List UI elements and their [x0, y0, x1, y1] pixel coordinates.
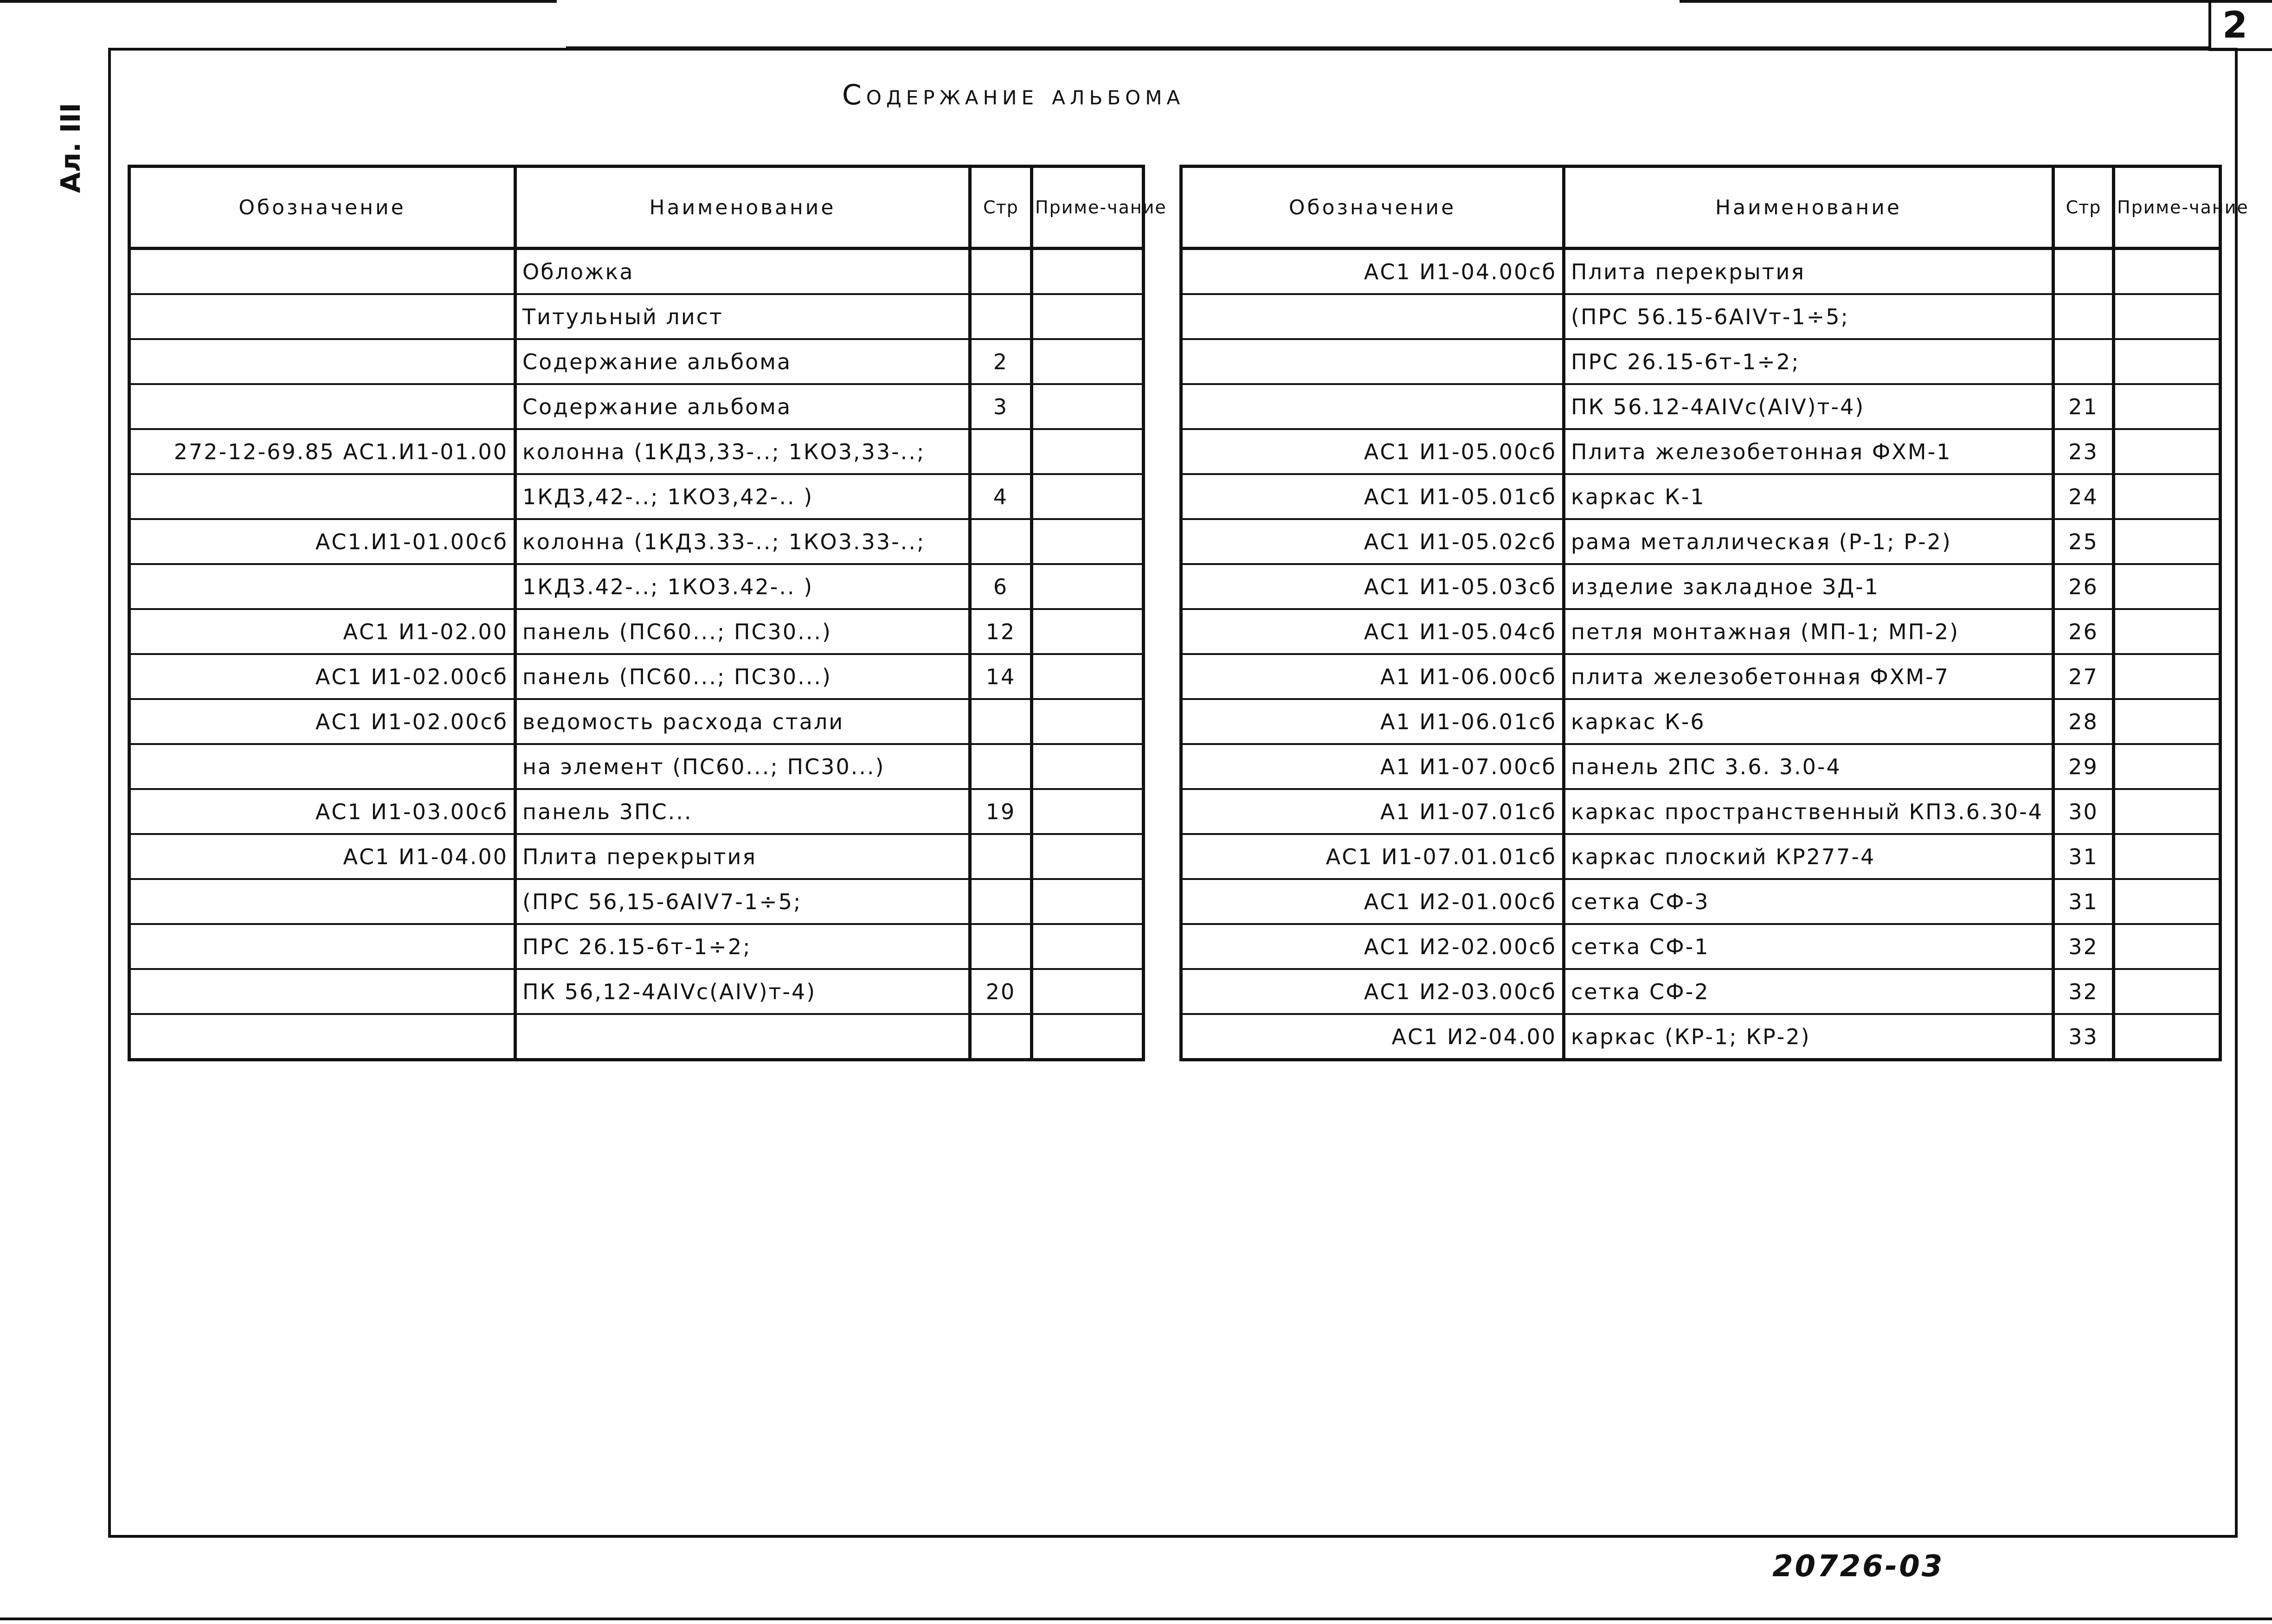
note-cell	[1032, 744, 1144, 789]
table-row	[129, 519, 1144, 564]
table-row	[129, 564, 1144, 609]
page-cell: 6	[970, 564, 1032, 609]
page-cell: 27	[2053, 654, 2114, 699]
page-cell: 3	[970, 384, 1032, 429]
name-cell: (ПРС 56,15-6АIV7-1÷5;	[515, 879, 970, 924]
note-cell	[2114, 879, 2221, 924]
table-row	[1181, 564, 2221, 609]
designation-cell: АС1 И1-02.00сб	[129, 654, 515, 699]
table-row	[129, 744, 1144, 789]
note-cell	[1032, 519, 1144, 564]
page-cell: 2	[970, 339, 1032, 384]
top-edge-line-left	[0, 0, 557, 3]
page-cell: 30	[2053, 789, 2114, 834]
table-row	[1181, 654, 2221, 699]
designation-cell	[1181, 339, 1564, 384]
col-header-designation: Обозначение	[129, 167, 515, 249]
note-cell	[1032, 339, 1144, 384]
name-cell: колонна (1КД3.33-..; 1КО3.33-..;	[515, 519, 970, 564]
page-cell: 4	[970, 474, 1032, 519]
page-cell: 31	[2053, 834, 2114, 879]
table-row	[129, 924, 1144, 969]
name-cell: ПРС 26.15-6т-1÷2;	[515, 924, 970, 969]
note-cell	[2114, 474, 2221, 519]
name-cell: колонна (1КД3,33-..; 1КО3,33-..;	[515, 429, 970, 474]
album-side-label: Ал. III	[55, 103, 87, 193]
designation-cell: АС1 И1-05.00сб	[1181, 429, 1564, 474]
table-row	[1181, 924, 2221, 969]
designation-cell	[129, 924, 515, 969]
designation-cell	[129, 969, 515, 1014]
col-header-name: Наименование	[1564, 167, 2053, 249]
name-cell	[515, 1014, 970, 1060]
designation-cell: АС1 И1-05.01сб	[1181, 474, 1564, 519]
table-row	[129, 969, 1144, 1014]
name-cell: петля монтажная (МП-1; МП-2)	[1564, 609, 2053, 654]
designation-cell	[129, 744, 515, 789]
note-cell	[2114, 249, 2221, 295]
name-cell: Обложка	[515, 249, 970, 295]
note-cell	[2114, 654, 2221, 699]
name-cell: Плита перекрытия	[1564, 249, 2053, 295]
note-cell	[2114, 564, 2221, 609]
page-cell: 26	[2053, 564, 2114, 609]
table-row	[1181, 834, 2221, 879]
page-cell	[970, 879, 1032, 924]
designation-cell	[129, 339, 515, 384]
designation-cell	[1181, 294, 1564, 339]
table-header-row	[1181, 167, 2221, 249]
designation-cell: АС1 И1-02.00сб	[129, 699, 515, 744]
page-cell: 26	[2053, 609, 2114, 654]
name-cell: сетка СФ-3	[1564, 879, 2053, 924]
table-row	[1181, 339, 2221, 384]
table-row	[129, 834, 1144, 879]
page-cell: 19	[970, 789, 1032, 834]
note-cell	[2114, 339, 2221, 384]
designation-cell: АС1 И1-07.01.01сб	[1181, 834, 1564, 879]
page-cell: 25	[2053, 519, 2114, 564]
page-cell	[970, 744, 1032, 789]
page-cell: 32	[2053, 924, 2114, 969]
page-cell	[970, 924, 1032, 969]
table-row	[129, 654, 1144, 699]
page-cell: 33	[2053, 1014, 2114, 1060]
name-cell: Содержание альбома	[515, 384, 970, 429]
note-cell	[1032, 1014, 1144, 1060]
name-cell: Титульный лист	[515, 294, 970, 339]
table-row	[1181, 294, 2221, 339]
note-cell	[1032, 924, 1144, 969]
page-title	[842, 79, 1184, 111]
page-cell	[970, 519, 1032, 564]
name-cell: панель 2ПС 3.6. 3.0-4	[1564, 744, 2053, 789]
page-cell	[970, 294, 1032, 339]
designation-cell	[129, 474, 515, 519]
name-cell: (ПРС 56.15-6АIVт-1÷5;	[1564, 294, 2053, 339]
designation-cell	[129, 384, 515, 429]
table-row	[1181, 429, 2221, 474]
note-cell	[2114, 1014, 2221, 1060]
note-cell	[1032, 654, 1144, 699]
name-cell: каркас К-1	[1564, 474, 2053, 519]
designation-cell: АС1.И1-01.00сб	[129, 519, 515, 564]
table-row	[129, 384, 1144, 429]
designation-cell: АС1 И1-04.00	[129, 834, 515, 879]
col-header-designation: Обозначение	[1181, 167, 1564, 249]
name-cell: каркас (КР-1; КР-2)	[1564, 1014, 2053, 1060]
designation-cell: АС1 И1-04.00сб	[1181, 249, 1564, 295]
page-cell: 29	[2053, 744, 2114, 789]
table-row	[1181, 384, 2221, 429]
note-cell	[1032, 384, 1144, 429]
note-cell	[1032, 609, 1144, 654]
note-cell	[1032, 969, 1144, 1014]
designation-cell	[129, 294, 515, 339]
page-cell: 24	[2053, 474, 2114, 519]
designation-cell	[1181, 384, 1564, 429]
note-cell	[2114, 699, 2221, 744]
name-cell: на элемент (ПС60...; ПС30...)	[515, 744, 970, 789]
page-cell	[970, 834, 1032, 879]
page-cell: 32	[2053, 969, 2114, 1014]
name-cell: рама металлическая (Р-1; Р-2)	[1564, 519, 2053, 564]
page-number: 2	[2222, 5, 2248, 46]
note-cell	[1032, 249, 1144, 295]
table-row	[129, 609, 1144, 654]
designation-cell: А1 И1-07.00сб	[1181, 744, 1564, 789]
designation-cell: А1 И1-06.00сб	[1181, 654, 1564, 699]
table-row	[1181, 699, 2221, 744]
col-header-page: Стр	[2053, 167, 2114, 249]
name-cell: плита железобетонная ФХМ-7	[1564, 654, 2053, 699]
table-row	[1181, 519, 2221, 564]
note-cell	[2114, 834, 2221, 879]
page-cell: 20	[970, 969, 1032, 1014]
name-cell: ведомость расхода стали	[515, 699, 970, 744]
page-cell	[970, 699, 1032, 744]
designation-cell	[129, 879, 515, 924]
designation-cell	[129, 249, 515, 295]
table-header-row	[129, 167, 1144, 249]
table-row	[1181, 609, 2221, 654]
name-cell: ПК 56.12-4АIVс(АIV)т-4)	[1564, 384, 2053, 429]
col-header-name: Наименование	[515, 167, 970, 249]
designation-cell: АС1 И2-01.00сб	[1181, 879, 1564, 924]
table-row	[129, 699, 1144, 744]
note-cell	[1032, 834, 1144, 879]
document-number: 20726-03	[1772, 1549, 1944, 1584]
page-cell: 21	[2053, 384, 2114, 429]
table-row	[1181, 1014, 2221, 1060]
name-cell: Плита перекрытия	[515, 834, 970, 879]
name-cell: ПРС 26.15-6т-1÷2;	[1564, 339, 2053, 384]
table-row	[1181, 474, 2221, 519]
table-row	[129, 879, 1144, 924]
table-row	[129, 429, 1144, 474]
contents-table-left	[128, 165, 1167, 1061]
name-cell: панель (ПС60...; ПС30...)	[515, 609, 970, 654]
table-row	[1181, 969, 2221, 1014]
name-cell: каркас плоский КР277-4	[1564, 834, 2053, 879]
table-row	[1181, 789, 2221, 834]
designation-cell: АС1 И1-05.02сб	[1181, 519, 1564, 564]
name-cell: панель (ПС60...; ПС30...)	[515, 654, 970, 699]
designation-cell: АС1 И1-05.03сб	[1181, 564, 1564, 609]
col-header-note: Приме-чание	[2114, 167, 2221, 249]
note-cell	[2114, 384, 2221, 429]
page-cell: 23	[2053, 429, 2114, 474]
note-cell	[1032, 564, 1144, 609]
name-cell: 1КД3,42-..; 1КО3,42-.. )	[515, 474, 970, 519]
page-cell	[2053, 249, 2114, 295]
page-cell: 31	[2053, 879, 2114, 924]
page-cell	[2053, 339, 2114, 384]
designation-cell: АС1 И1-02.00	[129, 609, 515, 654]
name-cell: каркас К-6	[1564, 699, 2053, 744]
designation-cell: АС1 И2-04.00	[1181, 1014, 1564, 1060]
designation-cell: АС1 И1-05.04сб	[1181, 609, 1564, 654]
table-row	[129, 1014, 1144, 1060]
page-cell: 12	[970, 609, 1032, 654]
table-row	[1181, 249, 2221, 295]
designation-cell: А1 И1-07.01сб	[1181, 789, 1564, 834]
designation-cell	[129, 1014, 515, 1060]
table-row	[129, 474, 1144, 519]
contents-table-right	[1179, 165, 2249, 1061]
name-cell: сетка СФ-2	[1564, 969, 2053, 1014]
note-cell	[1032, 429, 1144, 474]
name-cell: изделие закладное ЗД-1	[1564, 564, 2053, 609]
note-cell	[2114, 519, 2221, 564]
table-row	[1181, 879, 2221, 924]
table-row	[129, 339, 1144, 384]
note-cell	[1032, 879, 1144, 924]
note-cell	[1032, 699, 1144, 744]
designation-cell: АС1 И2-02.00сб	[1181, 924, 1564, 969]
table-row	[1181, 744, 2221, 789]
table-row	[129, 789, 1144, 834]
page-cell	[970, 429, 1032, 474]
name-cell: Содержание альбома	[515, 339, 970, 384]
bottom-edge-line	[0, 1618, 2272, 1620]
note-cell	[2114, 924, 2221, 969]
page-title-text: Содержание альбома	[842, 79, 1185, 111]
designation-cell	[129, 564, 515, 609]
note-cell	[2114, 744, 2221, 789]
note-cell	[1032, 474, 1144, 519]
page-cell	[2053, 294, 2114, 339]
table-row	[129, 249, 1144, 295]
page-cell	[970, 249, 1032, 295]
page-cell: 28	[2053, 699, 2114, 744]
note-cell	[2114, 969, 2221, 1014]
designation-cell: А1 И1-06.01сб	[1181, 699, 1564, 744]
designation-cell: 272-12-69.85 АС1.И1-01.00	[129, 429, 515, 474]
note-cell	[1032, 789, 1144, 834]
note-cell	[2114, 609, 2221, 654]
name-cell: ПК 56,12-4АIVс(АIV)т-4)	[515, 969, 970, 1014]
col-header-page: Стр	[970, 167, 1032, 249]
note-cell	[1032, 294, 1144, 339]
top-edge-line-right	[1680, 0, 2272, 3]
name-cell: каркас пространственный КП3.6.30-4	[1564, 789, 2053, 834]
designation-cell: АС1 И2-03.00сб	[1181, 969, 1564, 1014]
name-cell: панель 3ПС...	[515, 789, 970, 834]
note-cell	[2114, 294, 2221, 339]
designation-cell: АС1 И1-03.00сб	[129, 789, 515, 834]
name-cell: сетка СФ-1	[1564, 924, 2053, 969]
note-cell	[2114, 789, 2221, 834]
note-cell	[2114, 429, 2221, 474]
name-cell: Плита железобетонная ФХМ-1	[1564, 429, 2053, 474]
page-cell: 14	[970, 654, 1032, 699]
name-cell: 1КД3.42-..; 1КО3.42-.. )	[515, 564, 970, 609]
table-row	[129, 294, 1144, 339]
page-cell	[970, 1014, 1032, 1060]
col-header-note: Приме-чание	[1032, 167, 1144, 249]
